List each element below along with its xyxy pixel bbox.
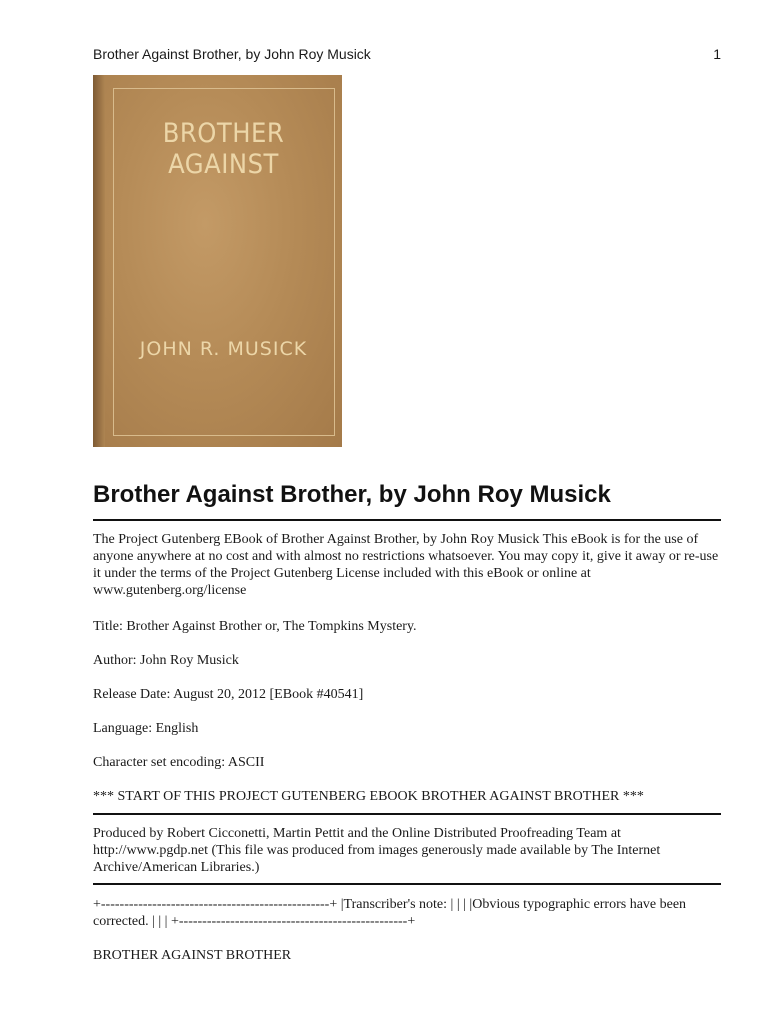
book-cover-image bbox=[93, 75, 342, 447]
cover-author: JOHN R. MUSICK bbox=[139, 338, 308, 360]
title-divider bbox=[93, 519, 721, 521]
cover-title-line-1: BROTHER bbox=[162, 118, 285, 149]
produced-by-paragraph: Produced by Robert Cicconetti, Martin Pettit and the Online Distributed Proofreading Team at http://www.pgdp.net (This file was produced from images generously made available by The Internet Archive/American Libraries.) bbox=[93, 826, 661, 875]
intro-paragraph: The Project Gutenberg EBook of Brother Against Brother, by John Roy Musick This eBook is for the use of anyone anywhere at no cost and with almost no restrictions whatsoever. You may copy it, give it away or re-use it under the terms of the Project Gutenberg License included with this eBook or online at www.gutenberg.org/license bbox=[93, 532, 719, 598]
release-metadata: Release Date: August 20, 2012 [EBook #40541] bbox=[93, 687, 364, 702]
section-divider-2 bbox=[93, 883, 721, 885]
language-metadata: Language: English bbox=[93, 721, 199, 736]
section-divider-1 bbox=[93, 813, 721, 815]
author-metadata: Author: John Roy Musick bbox=[93, 653, 239, 668]
encoding-metadata: Character set encoding: ASCII bbox=[93, 755, 265, 770]
start-marker: *** START OF THIS PROJECT GUTENBERG EBOOK BROTHER AGAINST BROTHER *** bbox=[93, 789, 644, 804]
running-header bbox=[93, 46, 721, 62]
running-title: Brother Against Brother, by John Roy Musick bbox=[93, 46, 371, 62]
cover-title bbox=[105, 118, 342, 180]
cover-title-line-2: AGAINST bbox=[168, 149, 279, 180]
page-number: 1 bbox=[713, 46, 721, 62]
document-title: Brother Against Brother, by John Roy Musick bbox=[93, 481, 611, 508]
book-heading: BROTHER AGAINST BROTHER bbox=[93, 948, 292, 963]
cover-spine bbox=[93, 75, 105, 447]
title-metadata: Title: Brother Against Brother or, The Tompkins Mystery. bbox=[93, 619, 417, 634]
transcriber-note: +-------------------------------------------------+ |Transcriber's note: | | | |Obvious typographic errors have been corrected. | | | +-------------------------------------------------+ bbox=[93, 897, 687, 929]
